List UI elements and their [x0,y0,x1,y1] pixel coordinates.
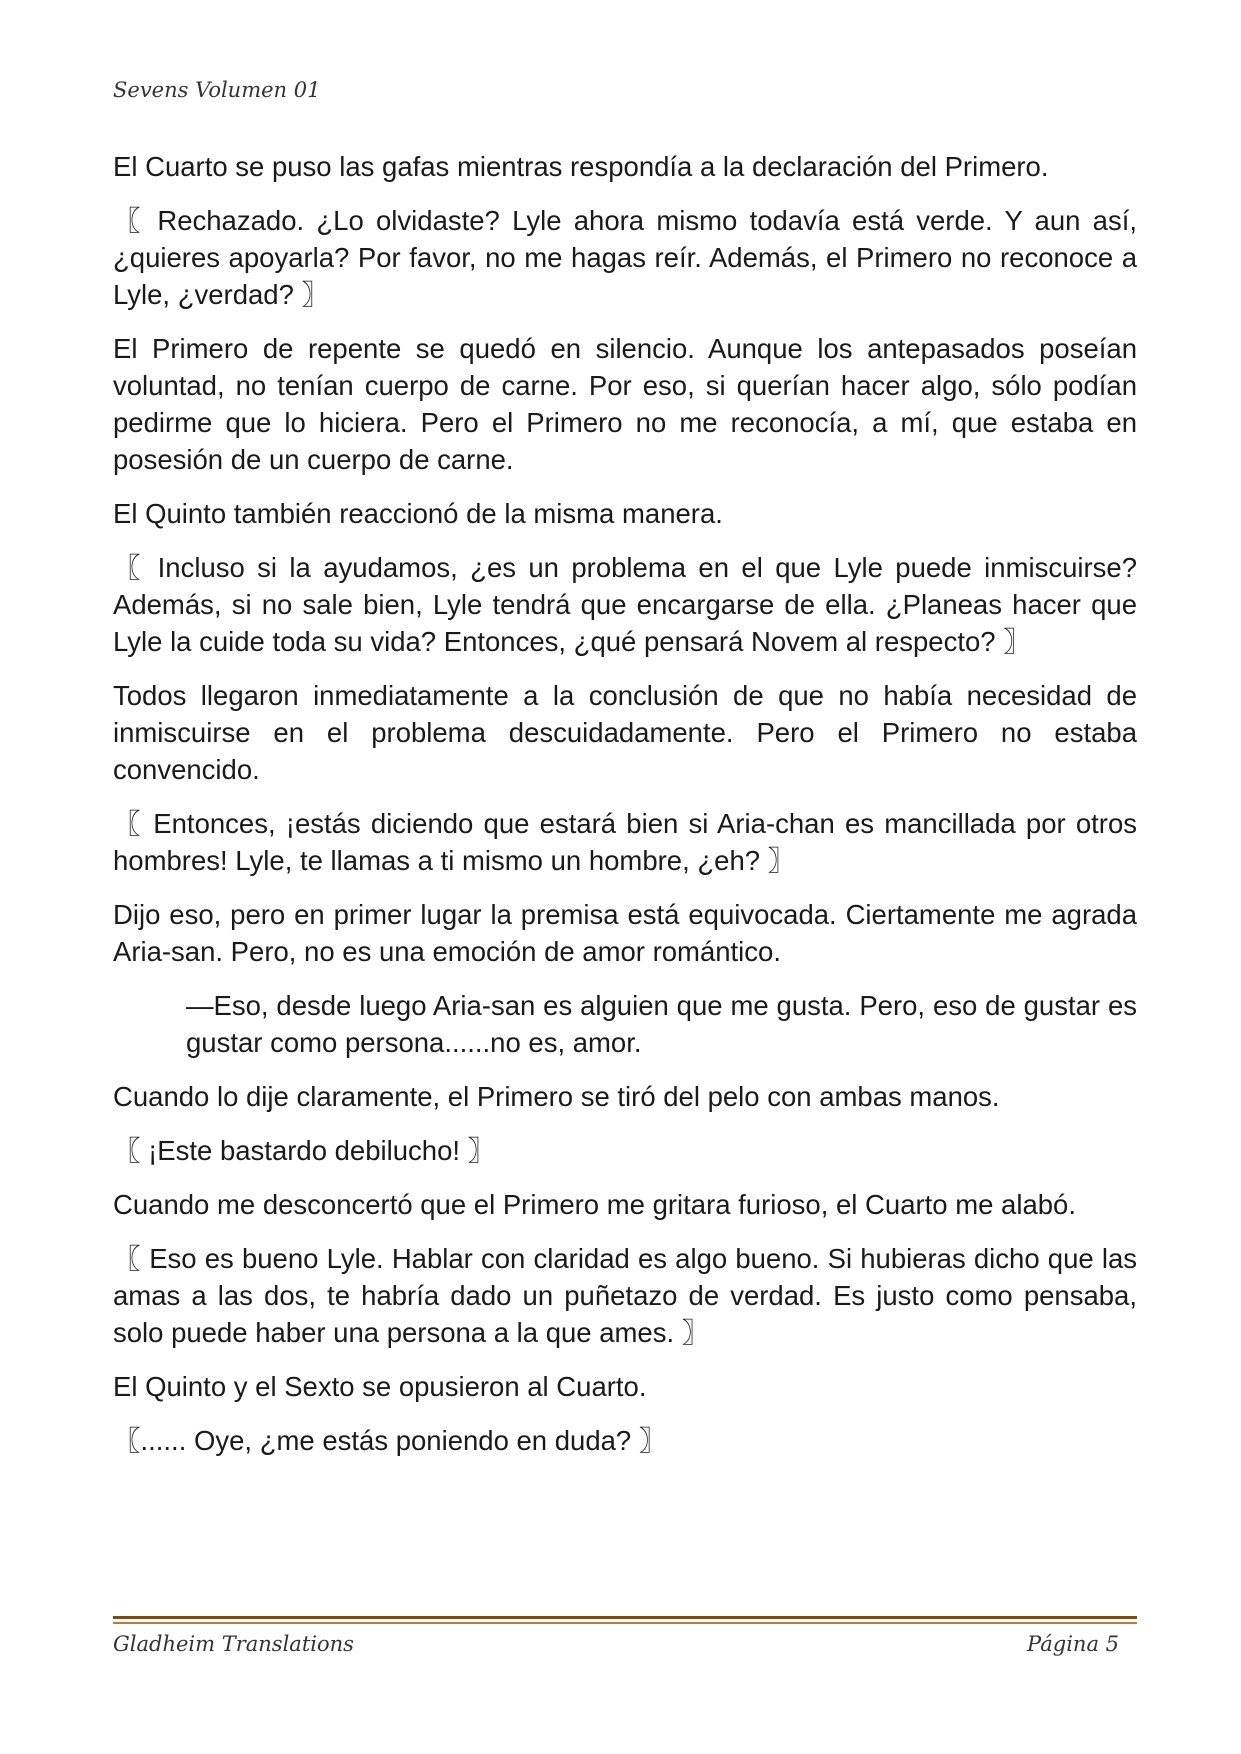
page-number: Página 5 [1027,1632,1119,1656]
dialogue-paragraph: 〖 Eso es bueno Lyle. Hablar con claridad es algo bueno. Si hubieras dicho que las amas a las dos, te habría dado un puñetazo de verdad. Es justo como pensaba, solo puede haber una persona a la que ames. 〗 [113,1243,1137,1348]
dialogue-paragraph: 〖 Incluso si la ayudamos, ¿es un problema en el que Lyle puede inmiscuirse? Además, si no sale bien, Lyle tendrá que encargarse de ella. ¿Planeas hacer que Lyle la cuide toda su vida? Entonces, ¿qué pensará Novem al respecto? 〗 [113,552,1137,657]
paragraph: El Quinto también reaccionó de la misma manera. [113,498,723,529]
running-header: Sevens Volumen 01 [113,78,321,102]
dialogue-paragraph: 〖 Rechazado. ¿Lo olvidaste? Lyle ahora mismo todavía está verde. Y aun así, ¿quieres apoyarla? Por favor, no me hagas reír. Además, el Primero no reconoce a Lyle, ¿verdad? 〗 [113,205,1137,310]
paragraph: El Quinto y el Sexto se opusieron al Cuarto. [113,1371,647,1402]
footer-rule [113,1616,1137,1619]
footer-publisher: Gladheim Translations [113,1632,354,1656]
body-text [113,148,1137,1476]
dialogue-paragraph: 〖 ¡Este bastardo debilucho! 〗 [113,1135,496,1166]
paragraph: Cuando me desconcertó que el Primero me gritara furioso, el Cuarto me alabó. [113,1189,1076,1220]
indented-thought: —Eso, desde luego Aria-san es alguien que me gusta. Pero, eso de gustar es gustar como persona......no es, amor. [186,990,1137,1058]
dialogue-paragraph: 〖...... Oye, ¿me estás poniendo en duda? 〗 [113,1425,667,1456]
paragraph: Todos llegaron inmediatamente a la conclusión de que no había necesidad de inmiscuirse en el problema descuidadamente. Pero el Primero no estaba convencido. [113,680,1137,785]
paragraph: El Cuarto se puso las gafas mientras respondía a la declaración del Primero. [113,151,1049,182]
footer-rule-secondary [113,1622,1137,1624]
paragraph: Cuando lo dije claramente, el Primero se tiró del pelo con ambas manos. [113,1081,1000,1112]
dialogue-paragraph: 〖 Entonces, ¡estás diciendo que estará bien si Aria-chan es mancillada por otros hombres! Lyle, te llamas a ti mismo un hombre, ¿eh? 〗 [113,808,1137,876]
paragraph: Dijo eso, pero en primer lugar la premisa está equivocada. Ciertamente me agrada Aria-san. Pero, no es una emoción de amor romántico. [113,899,1137,967]
paragraph: El Primero de repente se quedó en silencio. Aunque los antepasados poseían voluntad, no tenían cuerpo de carne. Por eso, si querían hacer algo, sólo podían pedirme que lo hiciera. Pero el Primero no me reconocía, a mí, que estaba en posesión de un cuerpo de carne. [113,333,1137,475]
